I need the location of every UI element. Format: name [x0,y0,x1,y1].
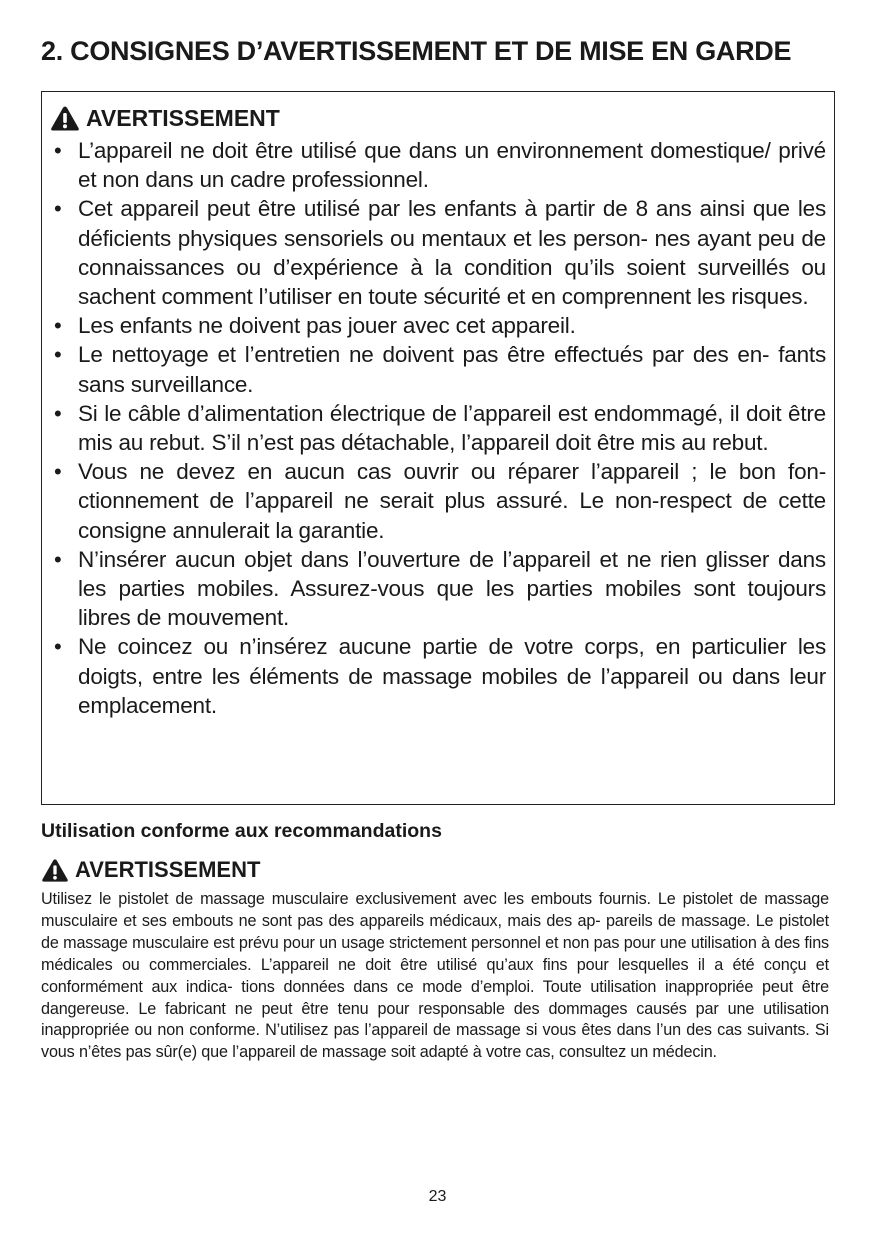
page-title: 2. CONSIGNES D’AVERTISSEMENT ET DE MISE EN GARDE [41,36,792,66]
warning-item: • Cet appareil peut être utilisé par les enfants à partir de 8 ans ainsi que les déficients physiques sensoriels ou mentaux et les person- nes ayant peu de connaissances ou d’expérience à la condition qu’ils soient surveillés ou sachent comment l’utiliser en toute sécurité et en comprennent les risques. [50,194,826,311]
warning-item: • L’appareil ne doit être utilisé que dans un environnement domestique/ privé et non dans un cadre professionnel. [50,136,826,194]
page-number: 23 [428,1188,447,1205]
warning-item: • Vous ne devez en aucun cas ouvrir ou réparer l’appareil ; le bon fon- ctionnement de l’appareil ne serait plus assuré. Le non-respect de cette consigne annulerait la garantie. [50,457,826,545]
warning-item: • Le nettoyage et l’entretien ne doivent pas être effectués par des en- fants sans surveillance. [50,340,826,398]
warning-box [41,91,835,805]
warning-list [50,136,826,720]
warning-triangle-icon [50,105,80,132]
warning-item: • N’insérer aucun objet dans l’ouverture de l’appareil et ne rien glisser dans les parties mobiles. Assurez-vous que les parties mobiles sont toujours libres de mouvement. [50,545,826,633]
warning-item: • Les enfants ne doivent pas jouer avec cet appareil. [50,311,826,340]
section-subtitle: Utilisation conforme aux recommandations [41,820,442,842]
warning-triangle-icon [41,858,69,883]
usage-warning-heading-label: AVERTISSEMENT [75,857,261,882]
warning-item: • Si le câble d’alimentation électrique de l’appareil est endommagé, il doit être mis au rebut. S’il n’est pas détachable, l’appareil doit être mis au rebut. [50,399,826,457]
warning-heading [50,104,826,132]
warning-item: • Ne coincez ou n’insérez aucune partie de votre corps, en particulier les doigts, entre les éléments de massage mobiles de l’appareil ou dans leur emplacement. [50,632,826,720]
usage-warning-heading [41,857,260,883]
usage-body-text: Utilisez le pistolet de massage musculaire exclusivement avec les embouts fournis. Le pistolet de massage musculaire et ses embouts ne sont pas des appareils médicaux, mais des ap- pareils de massage. Le pistolet de massage musculaire est prévu pour un usage strictement personnel et non pas pour une utilisation à des fins médicales ou commerciales. L’appareil ne doit être utilisé qu’aux fins pour lesquelles il a été conçu et conformément aux indica- tions données dans ce mode d’emploi. Toute utilisation inappropriée peut être dangereuse. Le fabricant ne peut être tenu pour responsable des dommages causés par une utilisation inappropriée ou non conforme. N’utilisez pas l’appareil de massage si vous êtes dans l’un des cas suivants. Si vous n’êtes pas sûr(e) que l’appareil de massage soit adapté à votre cas, consultez un médecin. [41,890,829,1062]
warning-heading-label: AVERTISSEMENT [86,104,280,131]
